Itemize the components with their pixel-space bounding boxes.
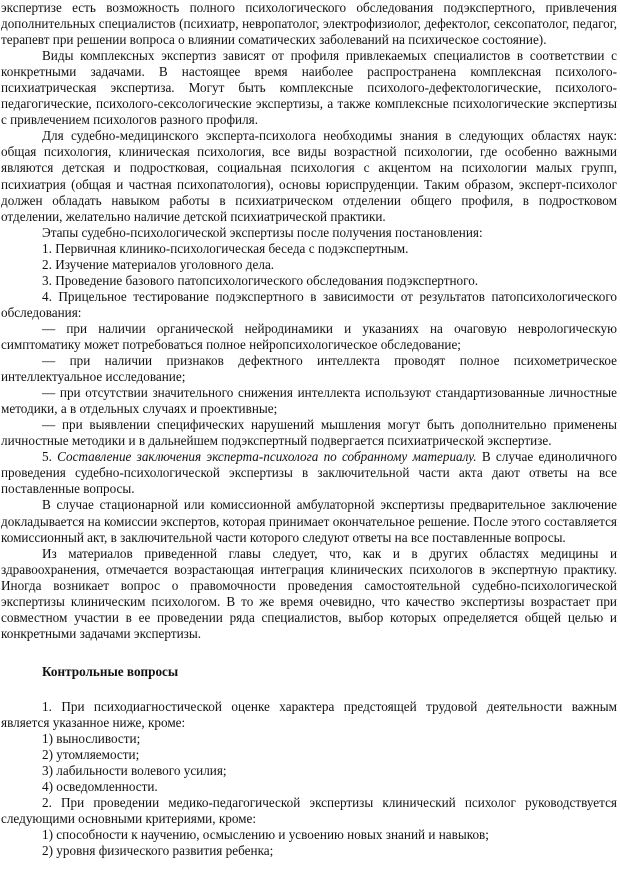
question-1-option: 1) выносливости; bbox=[42, 731, 141, 747]
stage-item-1: 1. Первичная клинико-психологическая беседа с подэкспертным. bbox=[42, 240, 409, 256]
paragraph-commission: В случае стационарной или комиссионной амбулаторной экспертизы предварительное заключение докладывается на комиссии экспертов, которая принимает окончательное решение. После этого составляется комиссионный акт, в заключительной части которого следуют ответы на все поставленные вопросы. bbox=[1, 497, 617, 545]
dash-item-defective-intellect: — при наличии признаков дефектного интеллекта проводят полное психометрическое интеллектуальное исследование; bbox=[1, 353, 617, 385]
question-2-option: 1) способности к научению, осмыслению и усвоению новых знаний и навыков; bbox=[42, 827, 489, 843]
paragraph-conclusion: Из материалов приведенной главы следует, что, как и в других областях медицины и здравоохранения, отмечается возрастающая интеграция клинических психологов в экспертную практику. Иногда возникает вопрос о правомочности проведения самостоятельной судебно-психологической экспертизы клиническим психологом. В то же время очевидно, что качество экспертизы возрастает при совместном участии в ее проведении ряда специалистов, выбор которых определяется общей целью и конкретными задачами экспертизы. bbox=[1, 545, 617, 641]
stage-5-number: 5. bbox=[42, 449, 52, 465]
question-2-option: 2) уровня физического развития ребенка; bbox=[42, 843, 274, 859]
question-1-option: 2) утомляемости; bbox=[42, 747, 140, 763]
dash-item-thinking-disorders: — при выявлении специфических нарушений мышления могут быть дополнительно применены личностные методики и в дальнейшем подэкспертный подвергается психиатрической экспертизе. bbox=[1, 417, 617, 449]
stage-item-3: 3. Проведение базового патопсихологического обследования подэкспертного. bbox=[42, 272, 479, 288]
question-2: 2. При проведении медико-педагогической экспертизы клинический психолог руководствуется следующими основными критериями, кроме: bbox=[1, 795, 617, 827]
stage-item-4: 4. Прицельное тестирование подэкспертного в зависимости от результатов патопсихологического обследования: bbox=[1, 288, 617, 320]
question-1-option: 3) лабильности волевого усилия; bbox=[42, 763, 227, 779]
section-heading: Контрольные вопросы bbox=[42, 663, 179, 679]
paragraph-stages-intro: Этапы судебно-психологической экспертизы после получения постановления: bbox=[42, 224, 483, 240]
paragraph-complex-expertise-types: Виды комплексных экспертиз зависят от профиля привлекаемых специалистов в соответствии с конкретными задачами. В настоящее время наиболее распространена комплексная психолого-психиатрическая экспертиза. Могут быть комплексные психолого-дефектологические, психолого-педагогические, психолого-сексологические экспертизы, а также комплексные психологические экспертизы с привлечением психологов разного профиля. bbox=[1, 48, 617, 128]
stage-item-2: 2. Изучение материалов уголовного дела. bbox=[42, 256, 275, 272]
stage-5-text: В случае единоличного проведения судебно-психологической экспертизы в заключительной части акта дают ответы на все поставленные вопросы. bbox=[1, 449, 618, 497]
question-1: 1. При психодиагностической оценке характера предстоящей трудовой деятельности важным является указанное ниже, кроме: bbox=[1, 698, 617, 730]
dash-item-organic: — при наличии органической нейродинамики и указаниях на очаговую неврологическую симптоматику может потребоваться полное нейропсихологическое обследование; bbox=[1, 320, 617, 352]
paragraph-continuation: экспертизе есть возможность полного психологического обследования подэкспертного, привлечения дополнительных специалистов (психиатр, невропатолог, электрофизиолог, дефектолог, сексопатолог, педагог, терапевт при решении вопроса о влиянии соматических заболеваний на психическое состояние). bbox=[1, 0, 617, 48]
stage-item-5 bbox=[1, 449, 617, 497]
paragraph-required-knowledge: Для судебно-медицинского эксперта-психолога необходимы знания в следующих областях наук: общая психология, клиническая психология, все виды возрастной психологии, где особенно важными являются детская и подростковая, социальная психология с акцентом на психологии малых групп, психиатрия (общая и частная психопатология), основы юриспруденции. Таким образом, эксперт-психолог должен обладать навыком работы в психиатрическом отделении общего профиля, в подростковом отделении, желательно наличие детской психиатрической практики. bbox=[1, 128, 617, 224]
stage-5-title: Составление заключения эксперта-психолога по собранному материалу. bbox=[57, 449, 477, 465]
dash-item-no-decline: — при отсутствии значительного снижения интеллекта используют стандартизованные личностные методики, а в отдельных случаях и проективные; bbox=[1, 385, 617, 417]
question-1-option: 4) осведомленности. bbox=[42, 779, 158, 795]
